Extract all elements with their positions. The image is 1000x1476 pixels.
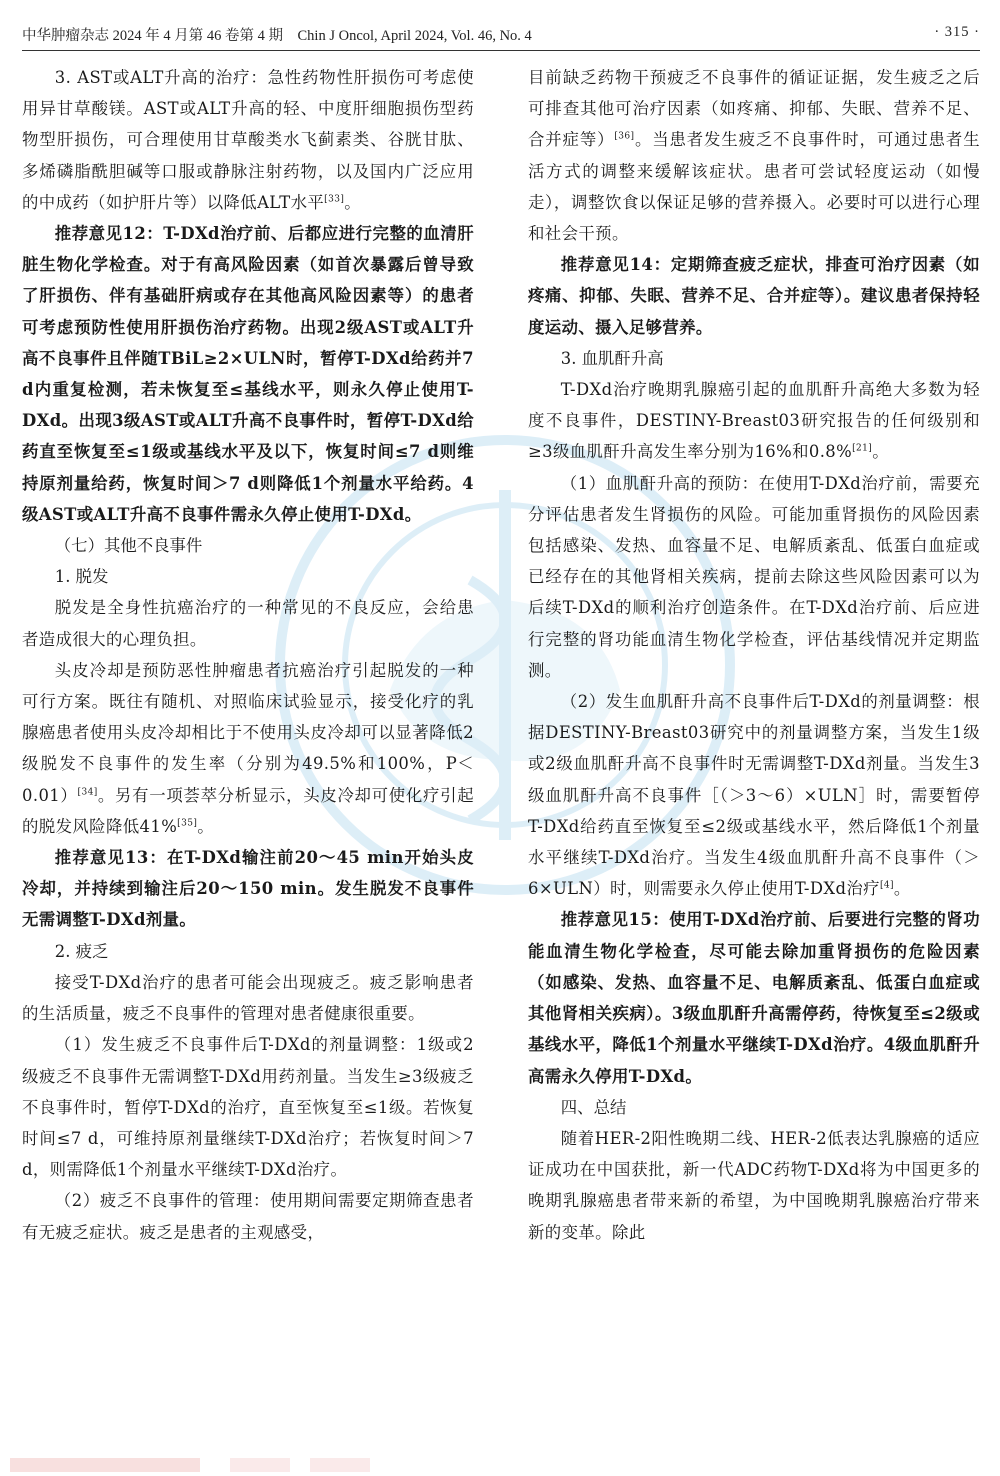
paragraph-alopecia-intro: 脱发是全身性抗癌治疗的一种常见的不良反应，会给患者造成很大的心理负担。 xyxy=(22,598,474,649)
citation-4: [4] xyxy=(879,880,894,891)
recommendation-13: 推荐意见13：在T-DXd输注前20～45 min开始头皮冷却，并持续到输注后20～150 min。发生脱发不良事件无需调整T-DXd剂量。 xyxy=(22,848,474,930)
section-heading-other-adverse-events: （七）其他不良事件 xyxy=(54,536,203,556)
publisher-logo-watermark xyxy=(0,1454,1000,1476)
left-column xyxy=(22,62,474,1248)
page-number: · 315 · xyxy=(934,24,980,40)
subheading-alopecia: 1. 脱发 xyxy=(54,567,109,587)
paragraph-creatinine-intro: T-DXd治疗晚期乳腺癌引起的血肌酐升高绝大多数为轻度不良事件，DESTINY-Breast03研究报告的任何级别和≥3级血肌酐升高发生率分别为16%和0.8%[21]。 xyxy=(528,380,980,462)
header-rule xyxy=(22,50,980,51)
paragraph-summary: 随着HER-2阳性晚期二线、HER-2低表达乳腺癌的适应证成功在中国获批，新一代ADC药物T-DXd将为中国更多的晚期乳腺癌患者带来新的希望，为中国晚期乳腺癌治疗带来新的变革。除此 xyxy=(528,1128,980,1242)
citation-33: [33] xyxy=(324,194,345,205)
citation-21: [21] xyxy=(852,443,873,454)
paragraph-fatigue-continued: 目前缺乏药物干预疲乏不良事件的循证证据，发生疲乏之后可排查其他可治疗因素（如疼痛、抑郁、失眠、营养不足、合并症等）[36]。当患者发生疲乏不良事件时，可通过患者生活方式的调整来缓解该症状。患者可尝试轻度运动（如慢走），调整饮食以保证足够的营养摄入。必要时可以进行心理和社会干预。 xyxy=(528,68,981,244)
paragraph-ast-alt-treatment: 3. AST或ALT升高的治疗：急性药物性肝损伤可考虑使用异甘草酸镁。AST或ALT升高的轻、中度肝细胞损伤型药物型肝损伤，可合理使用甘草酸类水飞蓟素类、谷胱甘肽、多烯磷脂酰胆碱等口服或静脉注射药物，以及国内广泛应用的中成药（如护肝片等）以降低ALT水平[33]。 xyxy=(22,68,474,212)
citation-34: [34] xyxy=(77,787,98,798)
subheading-fatigue: 2. 疲乏 xyxy=(54,941,109,961)
recommendation-12: 推荐意见12：T-DXd治疗前、后都应进行完整的血清肝脏生物化学检查。对于有高风险因素（如首次暴露后曾导致了肝损伤、伴有基础肝病或存在其他高风险因素等）的患者可考虑预防性使用肝损伤治疗药物。出现2级AST或ALT升高不良事件且伴随TBiL≥2×ULN时，暂停T-DXd给药并7 d内重复检测，若未恢复至≤基线水平，则永久停止使用T-DXd。出现3级AST或ALT升高不良事件时，暂停T-DXd给药直至恢复至≤1级或基线水平及以下，恢复时间≤7 d则维持原剂量给药，恢复时间＞7 d则降低1个剂量水平给药。4级AST或ALT升高不良事件需永久停止使用T-DXd。 xyxy=(22,224,474,524)
paragraph-scalp-cooling: 头皮冷却是预防恶性肿瘤患者抗癌治疗引起脱发的一种可行方案。既往有随机、对照临床试验显示，接受化疗的乳腺癌患者使用头皮冷却相比于不使用头皮冷却可以显著降低2级脱发不良事件的发生率（分别为49.5%和100%，P＜0.01）[34]。另有一项荟萃分析显示，头皮冷却可使化疗引起的脱发风险降低41%[35]。 xyxy=(22,660,474,836)
paragraph-creatinine-prevention: （1）血肌酐升高的预防：在使用T-DXd治疗前，需要充分评估患者发生肾损伤的风险。可能加重肾损伤的风险因素包括感染、发热、血容量不足、电解质紊乱、低蛋白血症或已经存在的其他肾相关疾病，提前去除这些风险因素可以为后续T-DXd的顺利治疗创造条件。在T-DXd治疗前、后应进行完整的肾功能血清生物化学检查，评估基线情况并定期监测。 xyxy=(528,473,980,680)
paragraph-fatigue-management: （2）疲乏不良事件的管理：使用期间需要定期筛查患者有无疲乏症状。疲乏是患者的主观感受， xyxy=(22,1191,474,1242)
running-header xyxy=(22,20,980,50)
right-column xyxy=(528,62,980,1248)
paragraph-fatigue-dose-adjust: （1）发生疲乏不良事件后T-DXd的剂量调整：1级或2级疲乏不良事件无需调整T-DXd用药剂量。当发生≥3级疲乏不良事件时，暂停T-DXd的治疗，直至恢复至≤1级。若恢复时间≤7 d，可维持原剂量继续T-DXd治疗；若恢复时间＞7 d，则需降低1个剂量水平继续T-DXd治疗。 xyxy=(22,1035,474,1180)
section-heading-summary: 四、总结 xyxy=(560,1097,627,1117)
citation-36: [36] xyxy=(614,131,635,142)
journal-citation: 中华肿瘤杂志 2024 年 4 月第 46 卷第 4 期 Chin J Oncol, April 2024, Vol. 46, No. 4 xyxy=(22,28,532,44)
recommendation-15: 推荐意见15：使用T-DXd治疗前、后要进行完整的肾功能血清生物化学检查，尽可能去除加重肾损伤的危险因素（如感染、发热、血容量不足、电解质紊乱、低蛋白血症或其他肾相关疾病）。3级血肌酐升高需停药，待恢复至≤2级或基线水平，降低1个剂量水平继续T-DXd治疗。4级血肌酐升高需永久停用T-DXd。 xyxy=(528,910,980,1086)
subheading-creatinine: 3. 血肌酐升高 xyxy=(560,348,664,368)
citation-35: [35] xyxy=(177,818,198,829)
paragraph-creatinine-dose-adjust: （2）发生血肌酐升高不良事件后T-DXd的剂量调整：根据DESTINY-Breast03研究中的剂量调整方案，当发生1级或2级血肌酐升高不良事件时无需调整T-DXd剂量。当发生3级血肌酐升高不良事件［（＞3～6）×ULN］时，需要暂停T-DXd给药直至恢复至≤2级或基线水平，然后降低1个剂量水平继续T-DXd治疗。当发生4级血肌酐升高不良事件（＞6×ULN）时，则需要永久停止使用T-DXd治疗[4]。 xyxy=(528,692,980,899)
recommendation-14: 推荐意见14：定期筛查疲乏症状，排查可治疗因素（如疼痛、抑郁、失眠、营养不足、合并症等）。建议患者保持轻度运动、摄入足够营养。 xyxy=(528,255,980,337)
paragraph-fatigue-intro: 接受T-DXd治疗的患者可能会出现疲乏。疲乏影响患者的生活质量，疲乏不良事件的管理对患者健康很重要。 xyxy=(22,972,474,1024)
